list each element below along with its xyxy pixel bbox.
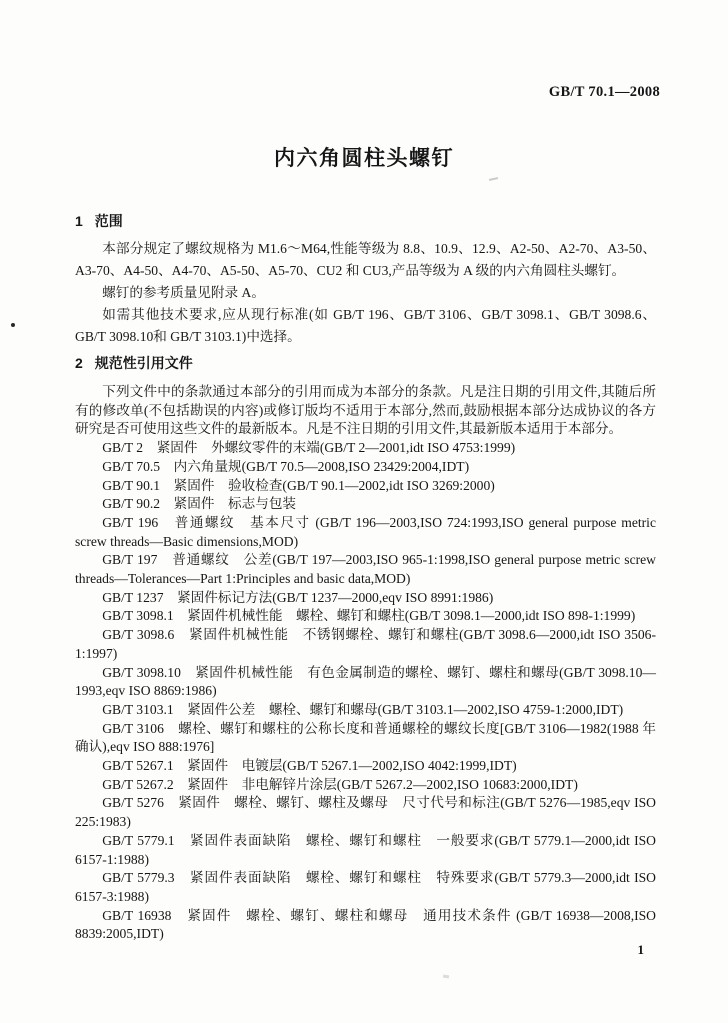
section-1-heading xyxy=(75,210,656,232)
references-intro: 下列文件中的条款通过本部分的引用而成为本部分的条款。凡是注日期的引用文件,其随后所有的修改单(不包括勘误的内容)或修订版均不适用于本部分,然而,鼓励根据本部分达成协议的各方研究是否可使用这些文件的最新版本。凡是不注日期的引用文件,其最新版本适用于本部分。 xyxy=(75,384,656,437)
scope-paragraph-1: 本部分规定了螺纹规格为 M1.6～M64,性能等级为 8.8、10.9、12.9、A2-50、A2-70、A3-50、A3-70、A4-50、A4-70、A5-50、A5-70、CU2 和 CU3,产品等级为 A 级的内六角圆柱头螺钉。 xyxy=(75,241,656,278)
reference-item: GB/T 196 普通螺纹 基本尺寸 (GB/T 196—2003,ISO 724:1993,ISO general purpose metric screw threads—Basic dimensions,MOD) xyxy=(75,514,656,549)
reference-item: GB/T 3106 螺栓、螺钉和螺柱的公称长度和普通螺栓的螺纹长度[GB/T 3106—1982(1988 年确认),eqv ISO 888:1976] xyxy=(75,720,656,755)
scan-artifact xyxy=(489,177,498,181)
section-1-title: 范围 xyxy=(94,213,123,229)
reference-item: GB/T 90.2 紧固件 标志与包装 xyxy=(102,496,297,512)
reference-item: GB/T 3103.1 紧固件公差 螺栓、螺钉和螺母(GB/T 3103.1—2002,ISO 4759-1:2000,IDT) xyxy=(102,701,624,717)
section-1-number: 1 xyxy=(75,213,83,229)
reference-item: GB/T 16938 紧固件 螺栓、螺钉、螺柱和螺母 通用技术条件 (GB/T 16938—2008,ISO 8839:2005,IDT) xyxy=(75,907,656,942)
reference-item: GB/T 90.1 紧固件 验收检查(GB/T 90.1—2002,idt ISO 3269:2000) xyxy=(102,477,495,493)
reference-item: GB/T 3098.10 紧固件机械性能 有色金属制造的螺栓、螺钉、螺柱和螺母(GB/T 3098.10—1993,eqv ISO 8869:1986) xyxy=(75,664,656,699)
document-content xyxy=(75,210,656,944)
reference-item: GB/T 5276 紧固件 螺栓、螺钉、螺柱及螺母 尺寸代号和标注(GB/T 5276—1985,eqv ISO 225:1983) xyxy=(75,795,656,830)
reference-item: GB/T 3098.6 紧固件机械性能 不锈钢螺栓、螺钉和螺柱(GB/T 3098.6—2000,idt ISO 3506-1:1997) xyxy=(75,627,656,661)
reference-item: GB/T 1237 紧固件标记方法(GB/T 1237—2000,eqv ISO 8991:1986) xyxy=(102,589,494,605)
reference-item: GB/T 5779.1 紧固件表面缺陷 螺栓、螺钉和螺柱 一般要求(GB/T 5779.1—2000,idt ISO 6157-1:1988) xyxy=(75,832,656,867)
document-title: 内六角圆柱头螺钉 xyxy=(274,147,454,170)
reference-item: GB/T 5779.3 紧固件表面缺陷 螺栓、螺钉和螺柱 特殊要求(GB/T 5779.3—2000,idt ISO 6157-3:1988) xyxy=(75,870,656,904)
scope-paragraph-3: 如需其他技术要求,应从现行标准(如 GB/T 196、GB/T 3106、GB/T 3098.1、GB/T 3098.6、GB/T 3098.10和 GB/T 3103.1)中选择。 xyxy=(75,307,656,344)
section-2-number: 2 xyxy=(75,355,83,371)
reference-item: GB/T 3098.1 紧固件机械性能 螺栓、螺钉和螺柱(GB/T 3098.1—2000,idt ISO 898-1:1999) xyxy=(102,608,636,624)
page-number: 1 xyxy=(637,942,644,957)
reference-item: GB/T 5267.1 紧固件 电镀层(GB/T 5267.1—2002,ISO 4042:1999,IDT) xyxy=(102,758,517,774)
scan-artifact xyxy=(443,975,449,979)
reference-item: GB/T 197 普通螺纹 公差(GB/T 197—2003,ISO 965-1:1998,ISO general purpose metric screw threads—Tolerances—Part 1:Principles and basic data,MOD) xyxy=(75,552,656,587)
scan-speck xyxy=(11,323,15,327)
reference-item: GB/T 5267.2 紧固件 非电解锌片涂层(GB/T 5267.2—2002,ISO 10683:2000,IDT) xyxy=(102,776,578,792)
reference-item: GB/T 2 紧固件 外螺纹零件的末端(GB/T 2—2001,idt ISO 4753:1999) xyxy=(102,440,516,456)
standard-code: GB/T 70.1—2008 xyxy=(548,84,660,100)
section-2-heading xyxy=(75,352,656,374)
scope-paragraph-2: 螺钉的参考质量见附录 A。 xyxy=(102,285,265,300)
section-2-title: 规范性引用文件 xyxy=(94,355,193,371)
reference-item: GB/T 70.5 内六角量规(GB/T 70.5—2008,ISO 23429:2004,IDT) xyxy=(102,458,470,474)
